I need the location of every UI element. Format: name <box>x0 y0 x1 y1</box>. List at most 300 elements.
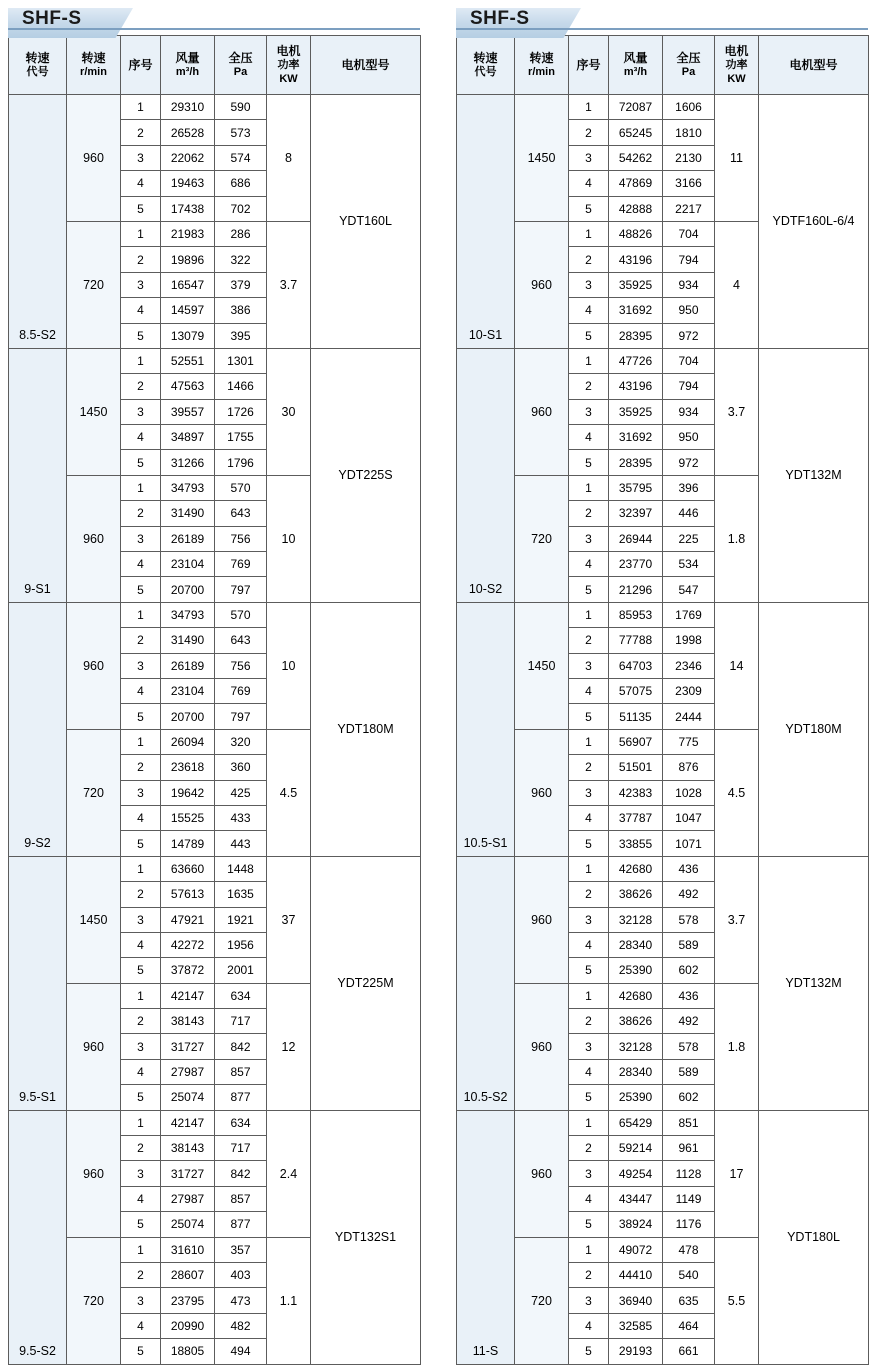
header-flow: 风量 m³/h <box>161 36 215 95</box>
flow-cell: 31266 <box>161 450 215 475</box>
pressure-cell: 661 <box>663 1339 715 1364</box>
power-cell: 14 <box>715 602 759 729</box>
pressure-cell: 1149 <box>663 1186 715 1211</box>
index-cell: 5 <box>121 958 161 983</box>
pressure-cell: 769 <box>215 552 267 577</box>
pressure-cell: 857 <box>215 1186 267 1211</box>
pressure-cell: 877 <box>215 1212 267 1237</box>
pressure-cell: 2309 <box>663 678 715 703</box>
pressure-cell: 1128 <box>663 1161 715 1186</box>
index-cell: 2 <box>121 755 161 780</box>
pressure-cell: 578 <box>663 1034 715 1059</box>
pressure-cell: 2001 <box>215 958 267 983</box>
power-cell: 10 <box>267 602 311 729</box>
index-cell: 3 <box>121 907 161 932</box>
flow-cell: 28395 <box>609 450 663 475</box>
index-cell: 1 <box>121 1237 161 1262</box>
flow-cell: 18805 <box>161 1339 215 1364</box>
flow-cell: 64703 <box>609 653 663 678</box>
flow-cell: 14597 <box>161 298 215 323</box>
index-cell: 5 <box>121 323 161 348</box>
index-cell: 1 <box>569 1110 609 1135</box>
index-cell: 5 <box>569 1212 609 1237</box>
panel-banner <box>456 8 868 30</box>
flow-cell: 51135 <box>609 704 663 729</box>
flow-cell: 48826 <box>609 221 663 246</box>
pressure-cell: 534 <box>663 552 715 577</box>
flow-cell: 21296 <box>609 577 663 602</box>
flow-cell: 43196 <box>609 247 663 272</box>
table-row <box>9 602 421 627</box>
rpm-cell: 960 <box>67 602 121 729</box>
rpm-cell: 960 <box>67 475 121 602</box>
flow-cell: 32128 <box>609 907 663 932</box>
flow-cell: 23770 <box>609 552 663 577</box>
index-cell: 4 <box>121 805 161 830</box>
flow-cell: 44410 <box>609 1262 663 1287</box>
index-cell: 5 <box>569 831 609 856</box>
panel-title: SHF-S <box>22 8 82 29</box>
pressure-cell: 842 <box>215 1034 267 1059</box>
pressure-cell: 1047 <box>663 805 715 830</box>
index-cell: 2 <box>121 1009 161 1034</box>
flow-cell: 59214 <box>609 1136 663 1161</box>
header-pressure: 全压 Pa <box>215 36 267 95</box>
index-cell: 1 <box>569 221 609 246</box>
flow-cell: 56907 <box>609 729 663 754</box>
flow-cell: 57075 <box>609 678 663 703</box>
table-header-row <box>457 36 869 95</box>
pressure-cell: 482 <box>215 1313 267 1338</box>
pressure-cell: 578 <box>663 907 715 932</box>
header-speed-code: 转速 代号 <box>457 36 515 95</box>
pressure-cell: 775 <box>663 729 715 754</box>
index-cell: 4 <box>569 1186 609 1211</box>
flow-cell: 47726 <box>609 348 663 373</box>
pressure-cell: 961 <box>663 1136 715 1161</box>
index-cell: 5 <box>121 196 161 221</box>
flow-cell: 26944 <box>609 526 663 551</box>
flow-cell: 37872 <box>161 958 215 983</box>
flow-cell: 38626 <box>609 882 663 907</box>
flow-cell: 25390 <box>609 1085 663 1110</box>
index-cell: 2 <box>569 501 609 526</box>
index-cell: 3 <box>121 145 161 170</box>
index-cell: 3 <box>569 399 609 424</box>
rpm-cell: 960 <box>67 983 121 1110</box>
pressure-cell: 857 <box>215 1059 267 1084</box>
pressure-cell: 2346 <box>663 653 715 678</box>
pressure-cell: 1769 <box>663 602 715 627</box>
flow-cell: 19463 <box>161 171 215 196</box>
speed-code-cell: 10-S2 <box>457 348 515 602</box>
pressure-cell: 634 <box>215 1110 267 1135</box>
pressure-cell: 357 <box>215 1237 267 1262</box>
flow-cell: 26189 <box>161 526 215 551</box>
flow-cell: 31490 <box>161 501 215 526</box>
index-cell: 2 <box>121 501 161 526</box>
pressure-cell: 950 <box>663 425 715 450</box>
pressure-cell: 877 <box>215 1085 267 1110</box>
panel-right <box>456 8 868 1359</box>
pressure-cell: 2217 <box>663 196 715 221</box>
speed-code-cell: 10.5-S1 <box>457 602 515 856</box>
rpm-cell: 720 <box>67 1237 121 1364</box>
pressure-cell: 446 <box>663 501 715 526</box>
flow-cell: 20990 <box>161 1313 215 1338</box>
flow-cell: 38626 <box>609 1009 663 1034</box>
index-cell: 5 <box>569 1339 609 1364</box>
flow-cell: 13079 <box>161 323 215 348</box>
index-cell: 2 <box>569 882 609 907</box>
rpm-cell: 720 <box>67 729 121 856</box>
pressure-cell: 1998 <box>663 628 715 653</box>
index-cell: 3 <box>121 526 161 551</box>
header-pressure: 全压 Pa <box>663 36 715 95</box>
rpm-cell: 1450 <box>67 856 121 983</box>
rpm-cell: 720 <box>515 1237 569 1364</box>
pressure-cell: 2444 <box>663 704 715 729</box>
pressure-cell: 225 <box>663 526 715 551</box>
index-cell: 3 <box>121 653 161 678</box>
index-cell: 3 <box>121 1161 161 1186</box>
index-cell: 4 <box>569 932 609 957</box>
index-cell: 1 <box>121 983 161 1008</box>
pressure-cell: 972 <box>663 323 715 348</box>
rpm-cell: 960 <box>515 983 569 1110</box>
flow-cell: 43196 <box>609 374 663 399</box>
table-row <box>457 1110 869 1135</box>
flow-cell: 15525 <box>161 805 215 830</box>
index-cell: 5 <box>569 704 609 729</box>
flow-cell: 42147 <box>161 983 215 1008</box>
flow-cell: 32397 <box>609 501 663 526</box>
flow-cell: 36940 <box>609 1288 663 1313</box>
pressure-cell: 1755 <box>215 425 267 450</box>
index-cell: 1 <box>569 856 609 881</box>
index-cell: 4 <box>569 1059 609 1084</box>
motor-model-cell: YDT225S <box>311 348 421 602</box>
pressure-cell: 851 <box>663 1110 715 1135</box>
rpm-cell: 960 <box>515 856 569 983</box>
table-row <box>9 1110 421 1135</box>
flow-cell: 23795 <box>161 1288 215 1313</box>
pressure-cell: 876 <box>663 755 715 780</box>
index-cell: 1 <box>121 348 161 373</box>
flow-cell: 34793 <box>161 475 215 500</box>
index-cell: 3 <box>569 780 609 805</box>
flow-cell: 38924 <box>609 1212 663 1237</box>
index-cell: 2 <box>121 247 161 272</box>
flow-cell: 65429 <box>609 1110 663 1135</box>
index-cell: 5 <box>569 323 609 348</box>
header-speed-code: 转速 代号 <box>9 36 67 95</box>
table-row <box>457 856 869 881</box>
index-cell: 3 <box>121 1034 161 1059</box>
pressure-cell: 570 <box>215 475 267 500</box>
pressure-cell: 433 <box>215 805 267 830</box>
index-cell: 5 <box>121 577 161 602</box>
pressure-cell: 395 <box>215 323 267 348</box>
index-cell: 4 <box>569 1313 609 1338</box>
flow-cell: 29193 <box>609 1339 663 1364</box>
pressure-cell: 794 <box>663 247 715 272</box>
pressure-cell: 574 <box>215 145 267 170</box>
index-cell: 5 <box>569 1085 609 1110</box>
power-cell: 8 <box>267 95 311 222</box>
motor-model-cell: YDT160L <box>311 95 421 349</box>
power-cell: 1.8 <box>715 475 759 602</box>
flow-cell: 39557 <box>161 399 215 424</box>
index-cell: 4 <box>569 298 609 323</box>
flow-cell: 26094 <box>161 729 215 754</box>
index-cell: 4 <box>121 678 161 703</box>
index-cell: 3 <box>569 907 609 932</box>
flow-cell: 23618 <box>161 755 215 780</box>
speed-code-cell: 9.5-S1 <box>9 856 67 1110</box>
flow-cell: 72087 <box>609 95 663 120</box>
flow-cell: 57613 <box>161 882 215 907</box>
flow-cell: 52551 <box>161 348 215 373</box>
speed-code-cell: 9-S2 <box>9 602 67 856</box>
index-cell: 5 <box>569 450 609 475</box>
flow-cell: 42888 <box>609 196 663 221</box>
power-cell: 4 <box>715 221 759 348</box>
pressure-cell: 1301 <box>215 348 267 373</box>
flow-cell: 23104 <box>161 552 215 577</box>
index-cell: 1 <box>569 348 609 373</box>
spec-table <box>8 35 421 1365</box>
pressure-cell: 492 <box>663 882 715 907</box>
pressure-cell: 1448 <box>215 856 267 881</box>
rpm-cell: 720 <box>515 475 569 602</box>
pressure-cell: 540 <box>663 1262 715 1287</box>
index-cell: 2 <box>121 374 161 399</box>
pressure-cell: 769 <box>215 678 267 703</box>
pressure-cell: 473 <box>215 1288 267 1313</box>
speed-code-cell: 10.5-S2 <box>457 856 515 1110</box>
index-cell: 4 <box>121 298 161 323</box>
rpm-cell: 960 <box>67 1110 121 1237</box>
header-model: 电机型号 <box>311 36 421 95</box>
flow-cell: 26528 <box>161 120 215 145</box>
panel-banner <box>8 8 420 30</box>
flow-cell: 26189 <box>161 653 215 678</box>
pressure-cell: 797 <box>215 704 267 729</box>
speed-code-cell: 10-S1 <box>457 95 515 349</box>
flow-cell: 38143 <box>161 1136 215 1161</box>
pressure-cell: 386 <box>215 298 267 323</box>
power-cell: 10 <box>267 475 311 602</box>
power-cell: 1.8 <box>715 983 759 1110</box>
flow-cell: 32585 <box>609 1313 663 1338</box>
panel-left <box>8 8 420 1359</box>
pressure-cell: 797 <box>215 577 267 602</box>
motor-model-cell: YDT225M <box>311 856 421 1110</box>
pressure-cell: 934 <box>663 399 715 424</box>
pressure-cell: 717 <box>215 1009 267 1034</box>
index-cell: 4 <box>121 932 161 957</box>
index-cell: 1 <box>121 602 161 627</box>
pressure-cell: 320 <box>215 729 267 754</box>
pressure-cell: 704 <box>663 348 715 373</box>
flow-cell: 63660 <box>161 856 215 881</box>
flow-cell: 42383 <box>609 780 663 805</box>
pressure-cell: 635 <box>663 1288 715 1313</box>
pressure-cell: 3166 <box>663 171 715 196</box>
pressure-cell: 1071 <box>663 831 715 856</box>
flow-cell: 20700 <box>161 704 215 729</box>
flow-cell: 31490 <box>161 628 215 653</box>
pressure-cell: 436 <box>663 856 715 881</box>
index-cell: 3 <box>569 653 609 678</box>
flow-cell: 42147 <box>161 1110 215 1135</box>
index-cell: 1 <box>121 856 161 881</box>
index-cell: 5 <box>121 1339 161 1364</box>
pressure-cell: 1466 <box>215 374 267 399</box>
table-row <box>457 348 869 373</box>
index-cell: 3 <box>121 1288 161 1313</box>
table-row <box>9 856 421 881</box>
flow-cell: 25390 <box>609 958 663 983</box>
index-cell: 4 <box>569 171 609 196</box>
index-cell: 4 <box>569 678 609 703</box>
pressure-cell: 425 <box>215 780 267 805</box>
power-cell: 5.5 <box>715 1237 759 1364</box>
flow-cell: 33855 <box>609 831 663 856</box>
motor-model-cell: YDT180L <box>759 1110 869 1364</box>
power-cell: 4.5 <box>267 729 311 856</box>
index-cell: 2 <box>569 755 609 780</box>
power-cell: 3.7 <box>715 856 759 983</box>
index-cell: 4 <box>569 425 609 450</box>
index-cell: 1 <box>569 729 609 754</box>
power-cell: 12 <box>267 983 311 1110</box>
flow-cell: 14789 <box>161 831 215 856</box>
flow-cell: 43447 <box>609 1186 663 1211</box>
index-cell: 5 <box>569 196 609 221</box>
index-cell: 4 <box>121 425 161 450</box>
index-cell: 5 <box>121 1212 161 1237</box>
index-cell: 5 <box>569 958 609 983</box>
index-cell: 4 <box>121 552 161 577</box>
flow-cell: 51501 <box>609 755 663 780</box>
header-model: 电机型号 <box>759 36 869 95</box>
pressure-cell: 2130 <box>663 145 715 170</box>
rpm-cell: 960 <box>515 348 569 475</box>
flow-cell: 31727 <box>161 1034 215 1059</box>
panel-title: SHF-S <box>470 8 530 29</box>
pressure-cell: 756 <box>215 526 267 551</box>
speed-code-cell: 9-S1 <box>9 348 67 602</box>
index-cell: 2 <box>121 628 161 653</box>
index-cell: 2 <box>569 247 609 272</box>
power-cell: 3.7 <box>267 221 311 348</box>
index-cell: 3 <box>569 526 609 551</box>
pressure-cell: 360 <box>215 755 267 780</box>
index-cell: 5 <box>121 704 161 729</box>
rpm-cell: 1450 <box>515 602 569 729</box>
pressure-cell: 573 <box>215 120 267 145</box>
power-cell: 30 <box>267 348 311 475</box>
pressure-cell: 1726 <box>215 399 267 424</box>
flow-cell: 42680 <box>609 856 663 881</box>
pressure-cell: 443 <box>215 831 267 856</box>
rpm-cell: 1450 <box>515 95 569 222</box>
power-cell: 37 <box>267 856 311 983</box>
pressure-cell: 794 <box>663 374 715 399</box>
pressure-cell: 379 <box>215 272 267 297</box>
pressure-cell: 286 <box>215 221 267 246</box>
flow-cell: 54262 <box>609 145 663 170</box>
flow-cell: 23104 <box>161 678 215 703</box>
rpm-cell: 960 <box>515 729 569 856</box>
table-header-row <box>9 36 421 95</box>
flow-cell: 25074 <box>161 1085 215 1110</box>
pressure-cell: 403 <box>215 1262 267 1287</box>
index-cell: 5 <box>121 1085 161 1110</box>
flow-cell: 35795 <box>609 475 663 500</box>
index-cell: 2 <box>121 1262 161 1287</box>
index-cell: 2 <box>121 882 161 907</box>
flow-cell: 19642 <box>161 780 215 805</box>
rpm-cell: 960 <box>515 1110 569 1237</box>
pressure-cell: 570 <box>215 602 267 627</box>
header-index: 序号 <box>121 36 161 95</box>
flow-cell: 34793 <box>161 602 215 627</box>
rpm-cell: 960 <box>67 95 121 222</box>
flow-cell: 31692 <box>609 425 663 450</box>
flow-cell: 49072 <box>609 1237 663 1262</box>
flow-cell: 28607 <box>161 1262 215 1287</box>
index-cell: 1 <box>121 475 161 500</box>
flow-cell: 77788 <box>609 628 663 653</box>
index-cell: 5 <box>569 577 609 602</box>
index-cell: 2 <box>121 120 161 145</box>
index-cell: 3 <box>121 272 161 297</box>
pressure-cell: 494 <box>215 1339 267 1364</box>
flow-cell: 42680 <box>609 983 663 1008</box>
flow-cell: 28340 <box>609 932 663 957</box>
rpm-cell: 720 <box>67 221 121 348</box>
pressure-cell: 643 <box>215 501 267 526</box>
power-cell: 1.1 <box>267 1237 311 1364</box>
flow-cell: 27987 <box>161 1059 215 1084</box>
flow-cell: 85953 <box>609 602 663 627</box>
pressure-cell: 492 <box>663 1009 715 1034</box>
header-power: 电机 功率 KW <box>267 36 311 95</box>
index-cell: 2 <box>569 1136 609 1161</box>
rpm-cell: 1450 <box>67 348 121 475</box>
index-cell: 1 <box>569 1237 609 1262</box>
flow-cell: 34897 <box>161 425 215 450</box>
index-cell: 3 <box>121 399 161 424</box>
header-index: 序号 <box>569 36 609 95</box>
flow-cell: 28340 <box>609 1059 663 1084</box>
index-cell: 4 <box>569 805 609 830</box>
flow-cell: 47563 <box>161 374 215 399</box>
index-cell: 1 <box>121 729 161 754</box>
motor-model-cell: YDT132M <box>759 856 869 1110</box>
index-cell: 4 <box>121 1059 161 1084</box>
rpm-cell: 960 <box>515 221 569 348</box>
flow-cell: 20700 <box>161 577 215 602</box>
power-cell: 3.7 <box>715 348 759 475</box>
index-cell: 3 <box>569 1161 609 1186</box>
table-body <box>9 95 421 1365</box>
motor-model-cell: YDT132M <box>759 348 869 602</box>
header-rpm: 转速 r/min <box>515 36 569 95</box>
